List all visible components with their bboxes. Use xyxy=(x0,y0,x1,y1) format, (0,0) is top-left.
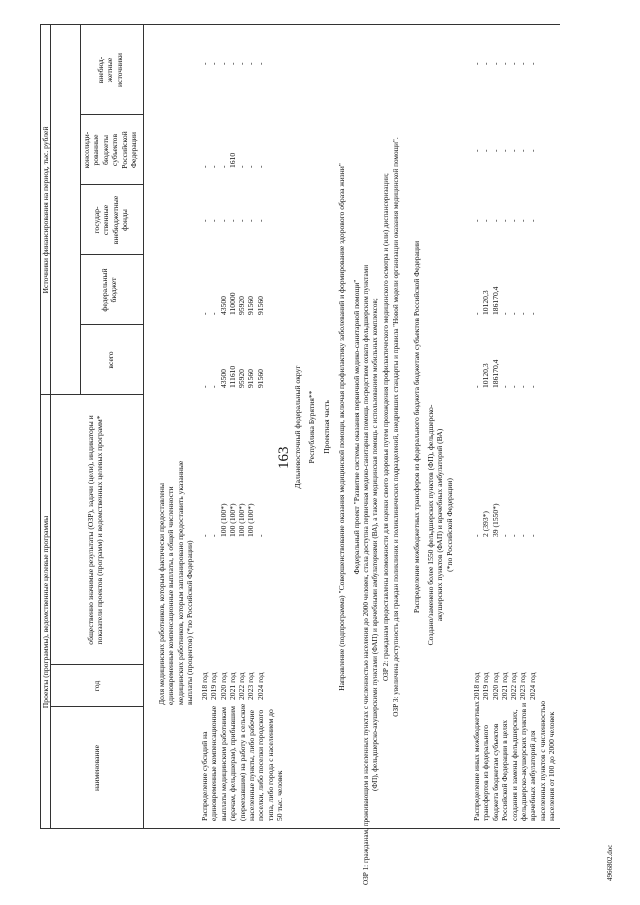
section2-total: - 10120,3 186170,4 - - - - xyxy=(472,359,537,388)
section1-indicator: Доля медицинских работников, которым фактически предоставлены единовременные компенсационные выплаты, в общей численности медицинских работников, которым запланировано предоставить указанные выплаты (процентов) (*по Российской Федерации) xyxy=(157,460,195,705)
section1-years: 2018 год 2019 год 2020 год 2021 год 2022 год 2023 год 2024 год xyxy=(200,672,265,700)
header-total: всего xyxy=(106,351,115,369)
header-programs: Проекты (программы), ведомственные целевые программы xyxy=(41,515,50,709)
section1-total: - - 43500 111610 95920 91560 91560 xyxy=(200,365,265,388)
header-funds: государ- ственные внебюджетные фонды xyxy=(92,195,130,245)
header-extra: внебюд- жетные источники xyxy=(96,53,124,87)
ozr2: ОЗР 2: гражданам предоставлены возможности для оценки своего здоровья путем прохождения профилактического медицинского осмотра и (или) диспансеризации; xyxy=(382,173,390,681)
section1-name: Распределение субсидий на единовременные компенсационные выплаты медицинским работникам (врачам, фельдшерам), прибывшим (переехавшим) на работу в сельские населенные пункты, либо рабочие поселки, либо поселки городского типа, либо города с населением до 50 тыс. человек xyxy=(200,703,285,821)
section2-indicator: Создано/заменено более 1550 фельдшерских пунктов (ФП), фельдшерско- акушерских пунктов (ФАП) и врачебных амбулаторий (ВА) (*по Российской Федерации) xyxy=(426,404,454,646)
transfer-heading: Распределение межбюджетных трансферов из федерального бюджета бюджетам субъектов Российской Федерации xyxy=(412,240,421,614)
region-heading: Республика Бурятия** xyxy=(307,390,316,464)
section2-extra: - - - - - - - xyxy=(472,62,537,65)
section1-values: - - 100 (100*) 100 (100*) 100 (100*) 100 (100*) - xyxy=(200,503,265,537)
header-financing-sources: Источники финансирования на период, тыс. рублей xyxy=(41,126,50,294)
district-heading: Дальневосточный федеральный округ xyxy=(293,365,302,489)
header-federal: федеральный бюджет xyxy=(100,268,119,312)
ozr3: ОЗР 3: увеличена доступность для граждан поликлиник и поликлинических подразделений, внедривших стандарты и правила "Новой модели организации оказания медицинской помощи". xyxy=(392,137,400,717)
section1-funds: - - - - - - - xyxy=(200,219,265,222)
section2-funds: - - - - - - - xyxy=(472,219,537,222)
section2-years: 2018 год 2019 год 2020 год 2021 год 2022 год 2023 год 2024 год xyxy=(472,672,537,700)
header-year: год xyxy=(92,680,101,692)
header-result: общественно значимые результаты (ОЗР), задачи (цели), индикаторы и показатели проектов (программ) и ведомственных целевых программ* xyxy=(86,415,105,645)
header-row2-border xyxy=(80,25,81,395)
header-bottom-border xyxy=(143,25,144,829)
header-name: наименование xyxy=(92,745,101,791)
section2-federal: - 10120,3 186170,4 - - - - xyxy=(472,286,537,315)
section2-name: Распределение иных межбюджетных трансфертов из федерального бюджета бюджетам субъектов Российской Федерации в целях создания и замены фельдшерских, фельдшерско-акушерских пунктов и врачебных амбулаторий для населенных пунктов с численностью населения от 100 до 2000 человек xyxy=(472,701,557,821)
page-number: 163 xyxy=(276,446,292,469)
federal-project-heading: Федеральный проект "Развитие системы оказания первичной медико-санитарной помощи" xyxy=(352,279,361,575)
document-id: 4966802.doc xyxy=(606,844,614,881)
header-consolidated: консолиди- рованные бюджеты субъектов Российской Федерации xyxy=(82,131,139,169)
section2-values: - 2 (393*) 39 (1550*) - - - - xyxy=(472,503,537,537)
section2-consolidated: - - - - - - - xyxy=(472,149,537,152)
ozr1: ОЗР 1: гражданам, проживающим в населенных пунктах с численностью населения до 2000 человек, стала доступна первичная медико-санитарная помощь посредством охвата фельдшерским пунктами (ФП), фельдшерско-акушерскими пунктами (ФАП) и врачебными амбулаториями (ВА), а также медицинская помощь с использованием мобильных комплексов; xyxy=(362,264,380,885)
project-part-heading: Проектная часть xyxy=(322,400,331,454)
section1-extra: - - - - - - - xyxy=(200,62,265,65)
section1-federal: - - 43500 110000 95920 91560 91560 xyxy=(200,292,265,315)
section1-consolidated: - - - 1610 - - - xyxy=(200,152,265,168)
direction-heading: Направление (подпрограмма) "Совершенствование оказания медицинской помощи, включая профилактику заболеваний и формирование здорового образа жизни" xyxy=(337,163,346,691)
